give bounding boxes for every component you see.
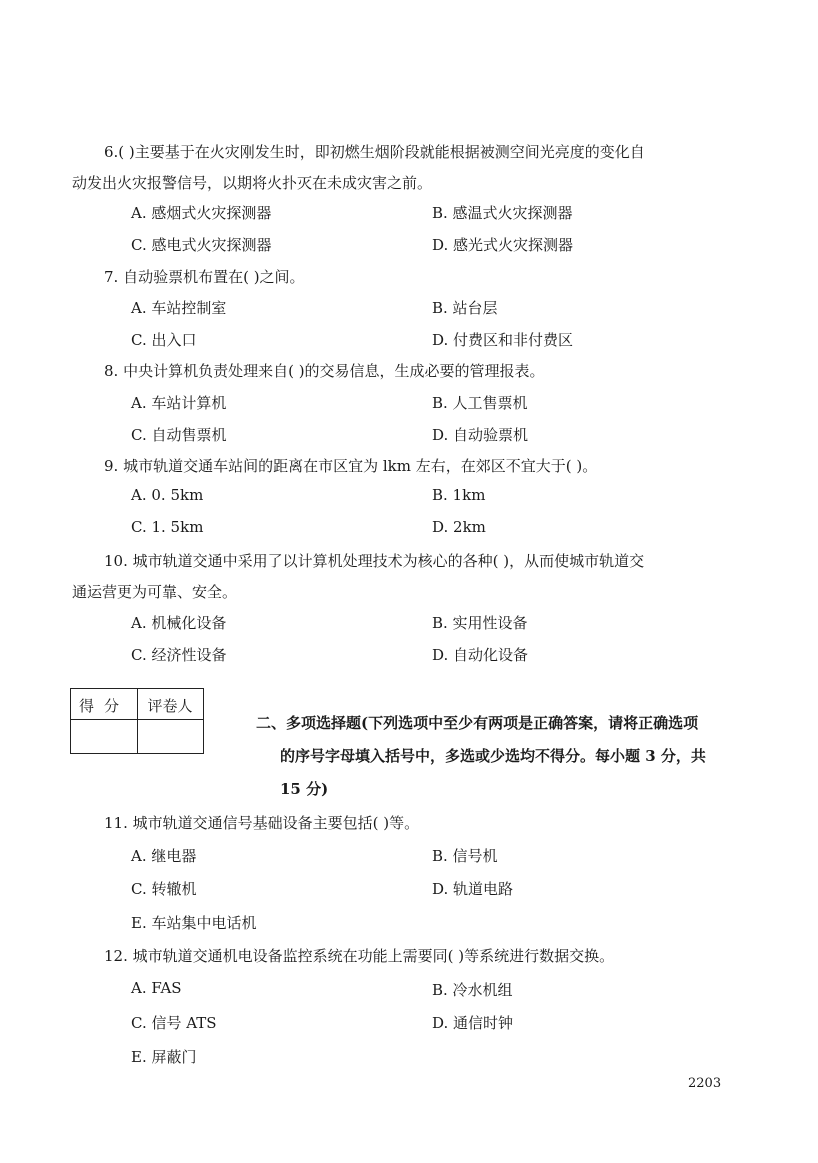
question-12-option-b: B. 冷水机组 (432, 981, 513, 999)
question-12-option-e: E. 屏蔽门 (131, 1048, 197, 1066)
question-9-option-a: A. 0. 5km (131, 486, 204, 504)
question-6-option-c: C. 感电式火灾探测器 (131, 236, 272, 254)
question-12-line-1: 12. 城市轨道交通机电设备监控系统在功能上需要同( )等系统进行数据交换。 (104, 947, 615, 965)
question-12-option-c: C. 信号 ATS (131, 1014, 217, 1032)
question-6-line-2: 动发出火灾报警信号，以期将火扑灭在未成灾害之前。 (72, 174, 433, 192)
section-2-heading-line-1: 二、多项选择题(下列选项中至少有两项是正确答案，请将正确选项 (256, 714, 699, 732)
question-10-line-1: 10. 城市轨道交通中采用了以计算机处理技术为核心的各种( )，从而使城市轨道交 (104, 552, 645, 570)
question-8-line-1: 8. 中央计算机负责处理来自( )的交易信息，生成必要的管理报表。 (104, 362, 545, 380)
grader-header: 评卷人 (147, 697, 193, 715)
question-7-line-1: 7. 自动验票机布置在( )之间。 (104, 268, 305, 286)
question-10-option-c: C. 经济性设备 (131, 646, 227, 664)
question-12-option-a: A. FAS (131, 979, 182, 997)
question-11-option-a: A. 继电器 (131, 847, 197, 865)
question-7-option-c: C. 出入口 (131, 331, 197, 349)
question-11-option-b: B. 信号机 (432, 847, 498, 865)
question-11-line-1: 11. 城市轨道交通信号基础设备主要包括( )等。 (104, 814, 420, 832)
question-8-option-a: A. 车站计算机 (131, 394, 227, 412)
question-10-option-d: D. 自动化设备 (432, 646, 529, 664)
section-2-heading-line-3: 15 分) (280, 780, 329, 798)
score-table (70, 688, 204, 754)
question-8-option-b: B. 人工售票机 (432, 394, 528, 412)
question-10-line-2: 通运营更为可靠、安全。 (72, 583, 238, 601)
question-6-option-a: A. 感烟式火灾探测器 (131, 204, 272, 222)
question-6-option-d: D. 感光式火灾探测器 (432, 236, 574, 254)
question-9-option-b: B. 1km (432, 486, 486, 504)
score-header: 得分 (78, 697, 129, 715)
question-6-line-1: 6.( )主要基于在火灾刚发生时，即初燃生烟阶段就能根据被测空间光亮度的变化自 (104, 143, 645, 161)
question-8-option-c: C. 自动售票机 (131, 426, 227, 444)
question-10-option-b: B. 实用性设备 (432, 614, 528, 632)
question-9-option-c: C. 1. 5km (131, 518, 204, 536)
question-9-line-1: 9. 城市轨道交通车站间的距离在市区宜为 lkm 左右，在郊区不宜大于( )。 (104, 457, 598, 475)
question-11-option-c: C. 转辙机 (131, 880, 197, 898)
question-6-option-b: B. 感温式火灾探测器 (432, 204, 573, 222)
section-2-heading-line-2: 的序号字母填入括号中，多选或少选均不得分。每小题 3 分，共 (280, 747, 706, 765)
question-11-option-e: E. 车站集中电话机 (131, 914, 257, 932)
question-10-option-a: A. 机械化设备 (131, 614, 227, 632)
question-8-option-d: D. 自动验票机 (432, 426, 529, 444)
question-9-option-d: D. 2km (432, 518, 486, 536)
question-11-option-d: D. 轨道电路 (432, 880, 514, 898)
page-number: 2203 (688, 1076, 722, 1091)
score-table-row-divider (71, 719, 203, 720)
question-7-option-b: B. 站台层 (432, 299, 498, 317)
question-12-option-d: D. 通信时钟 (432, 1014, 514, 1032)
question-7-option-a: A. 车站控制室 (131, 299, 227, 317)
question-7-option-d: D. 付费区和非付费区 (432, 331, 574, 349)
